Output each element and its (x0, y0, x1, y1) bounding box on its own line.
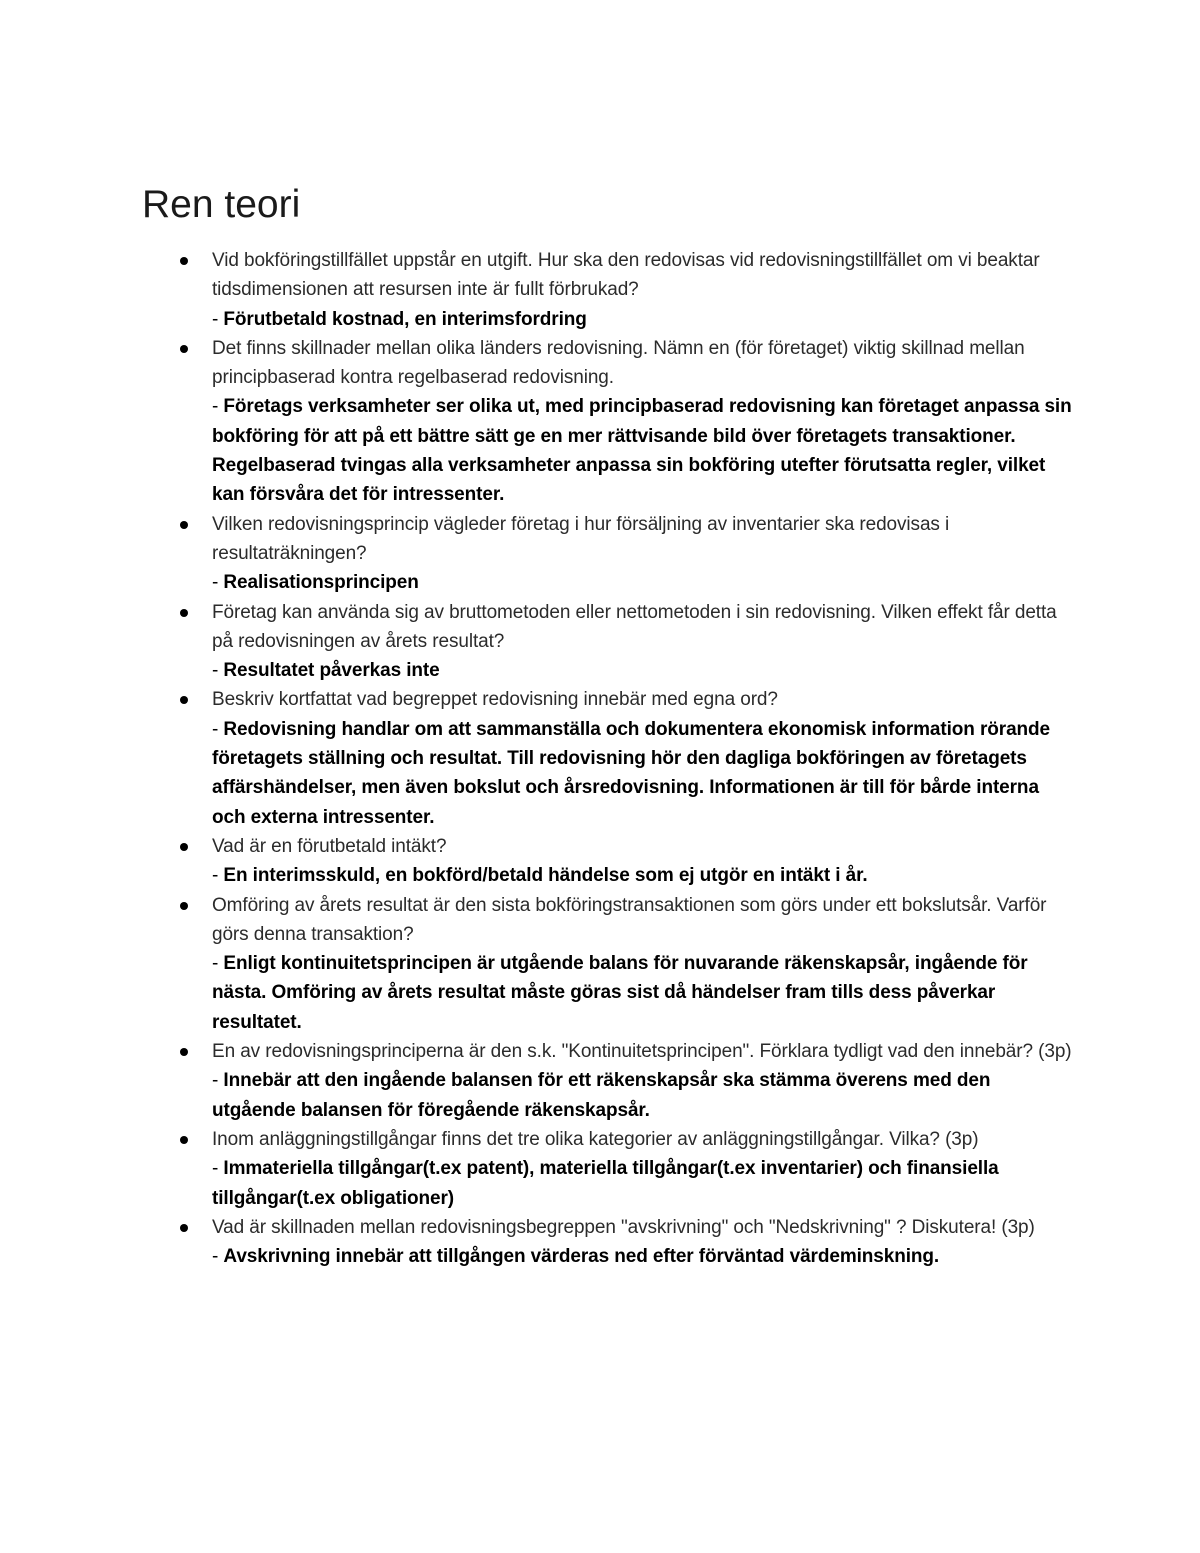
answer-text (212, 861, 1072, 890)
answer-prefix: - (212, 396, 224, 418)
answer-body: Realisationsprincipen (223, 572, 419, 594)
answer-body: Förutbetald kostnad, en interimsfordring (223, 308, 587, 330)
answer-body: Enligt kontinuitetsprincipen är utgående balans för nuvarande räkenskapsår, ingående för nästa. Omföring av årets resultat måste göras sist då händelser fram tills dess påverkar resultatet. (212, 953, 1028, 1033)
answer-text (212, 1066, 1072, 1125)
question-text: Vid bokföringstillfället uppstår en utgift. Hur ska den redovisas vid redovisningstillfället om vi beaktar tidsdimensionen att resursen inte är fullt förbrukad? (212, 250, 1040, 301)
list-item (212, 891, 1072, 1037)
list-item (212, 246, 1072, 334)
question-text: Det finns skillnader mellan olika länders redovisning. Nämn en (för företaget) viktig skillnad mellan principbaserad kontra regelbaserad redovisning. (212, 337, 1025, 389)
bullet-icon (180, 257, 188, 265)
answer-prefix: - (212, 572, 224, 594)
list-item (212, 1125, 1072, 1213)
question-text: Inom anläggningstillgångar finns det tre olika kategorier av anläggningstillgångar. Vilka? (3p) (212, 1128, 979, 1150)
answer-prefix: - (212, 718, 224, 740)
answer-prefix: - (212, 660, 224, 682)
answer-text (212, 656, 1072, 685)
question-text: Omföring av årets resultat är den sista bokföringstransaktionen som görs under ett bokslutsår. Varför görs denna transaktion? (212, 894, 1047, 945)
answer-text (212, 305, 1072, 334)
answer-text (212, 1154, 1072, 1213)
answer-prefix: - (212, 308, 224, 330)
answer-prefix: - (212, 865, 224, 887)
question-text: En av redovisningsprinciperna är den s.k. "Kontinuitetsprincipen". Förklara tydligt vad den innebär? (3p) (212, 1041, 1072, 1063)
list-item (212, 832, 1072, 891)
answer-prefix: - (212, 953, 224, 975)
bullet-icon (180, 902, 188, 910)
question-text: Beskriv kortfattat vad begreppet redovisning innebär med egna ord? (212, 689, 778, 711)
list-item (212, 1213, 1072, 1272)
answer-text (212, 1242, 1072, 1271)
answer-prefix: - (212, 1070, 224, 1092)
answer-body: En interimsskuld, en bokförd/betald händelse som ej utgör en intäkt i år. (223, 865, 868, 887)
answer-body: Redovisning handlar om att sammanställa och dokumentera ekonomisk information rörande företagets ställning och resultat. Till redovisning hör den dagliga bokföringen av företagets affärshändelser, men även bokslut och årsredovisning. Informationen är till för bårde interna och externa intressenter. (212, 718, 1051, 828)
question-text: Företag kan använda sig av bruttometoden eller nettometoden i sin redovisning. Vilken effekt får detta på redovisningen av årets resultat? (212, 601, 1057, 652)
bullet-icon (180, 843, 188, 851)
bullet-icon (180, 1224, 188, 1232)
bullet-icon (180, 1136, 188, 1144)
page-title: Ren teori (142, 183, 301, 226)
answer-text (212, 715, 1072, 832)
answer-body: Resultatet påverkas inte (223, 660, 440, 682)
answer-text (212, 949, 1072, 1037)
answer-text (212, 392, 1072, 509)
answer-body: Innebär att den ingående balansen för ett räkenskapsår ska stämma överens med den utgående balansen för föregående räkenskapsår. (212, 1070, 991, 1121)
bullet-icon (180, 696, 188, 704)
question-text: Vad är en förutbetald intäkt? (212, 835, 447, 857)
list-item (212, 685, 1072, 831)
answer-prefix: - (212, 1158, 224, 1180)
question-text: Vad är skillnaden mellan redovisningsbegreppen "avskrivning" och "Nedskrivning" ? Diskutera! (3p) (212, 1216, 1035, 1238)
bullet-icon (180, 1048, 188, 1056)
list-item (212, 334, 1072, 510)
bullet-icon (180, 609, 188, 617)
list-item (212, 1037, 1072, 1125)
answer-body: Immateriella tillgångar(t.ex patent), materiella tillgångar(t.ex inventarier) och finansiella tillgångar(t.ex obligationer) (212, 1158, 999, 1209)
answer-prefix: - (212, 1246, 224, 1268)
bullet-icon (180, 521, 188, 529)
bullet-icon (180, 345, 188, 353)
answer-body: Företags verksamheter ser olika ut, med principbaserad redovisning kan företaget anpassa sin bokföring för att på ett bättre sätt ge en mer rättvisande bild över företagets transaktioner. Regelbaserad tvingas alla verksamheter anpassa sin bokföring utefter förutsatta regler, vilket kan försvåra det för intressenter. (212, 396, 1072, 506)
answer-text (212, 568, 1072, 597)
question-text: Vilken redovisningsprincip vägleder företag i hur försäljning av inventarier ska redovisas i resultaträkningen? (212, 513, 950, 564)
answer-body: Avskrivning innebär att tillgången värderas ned efter förväntad värdeminskning. (223, 1246, 940, 1268)
list-item (212, 510, 1072, 598)
list-item (212, 598, 1072, 686)
question-list (212, 246, 1072, 1271)
